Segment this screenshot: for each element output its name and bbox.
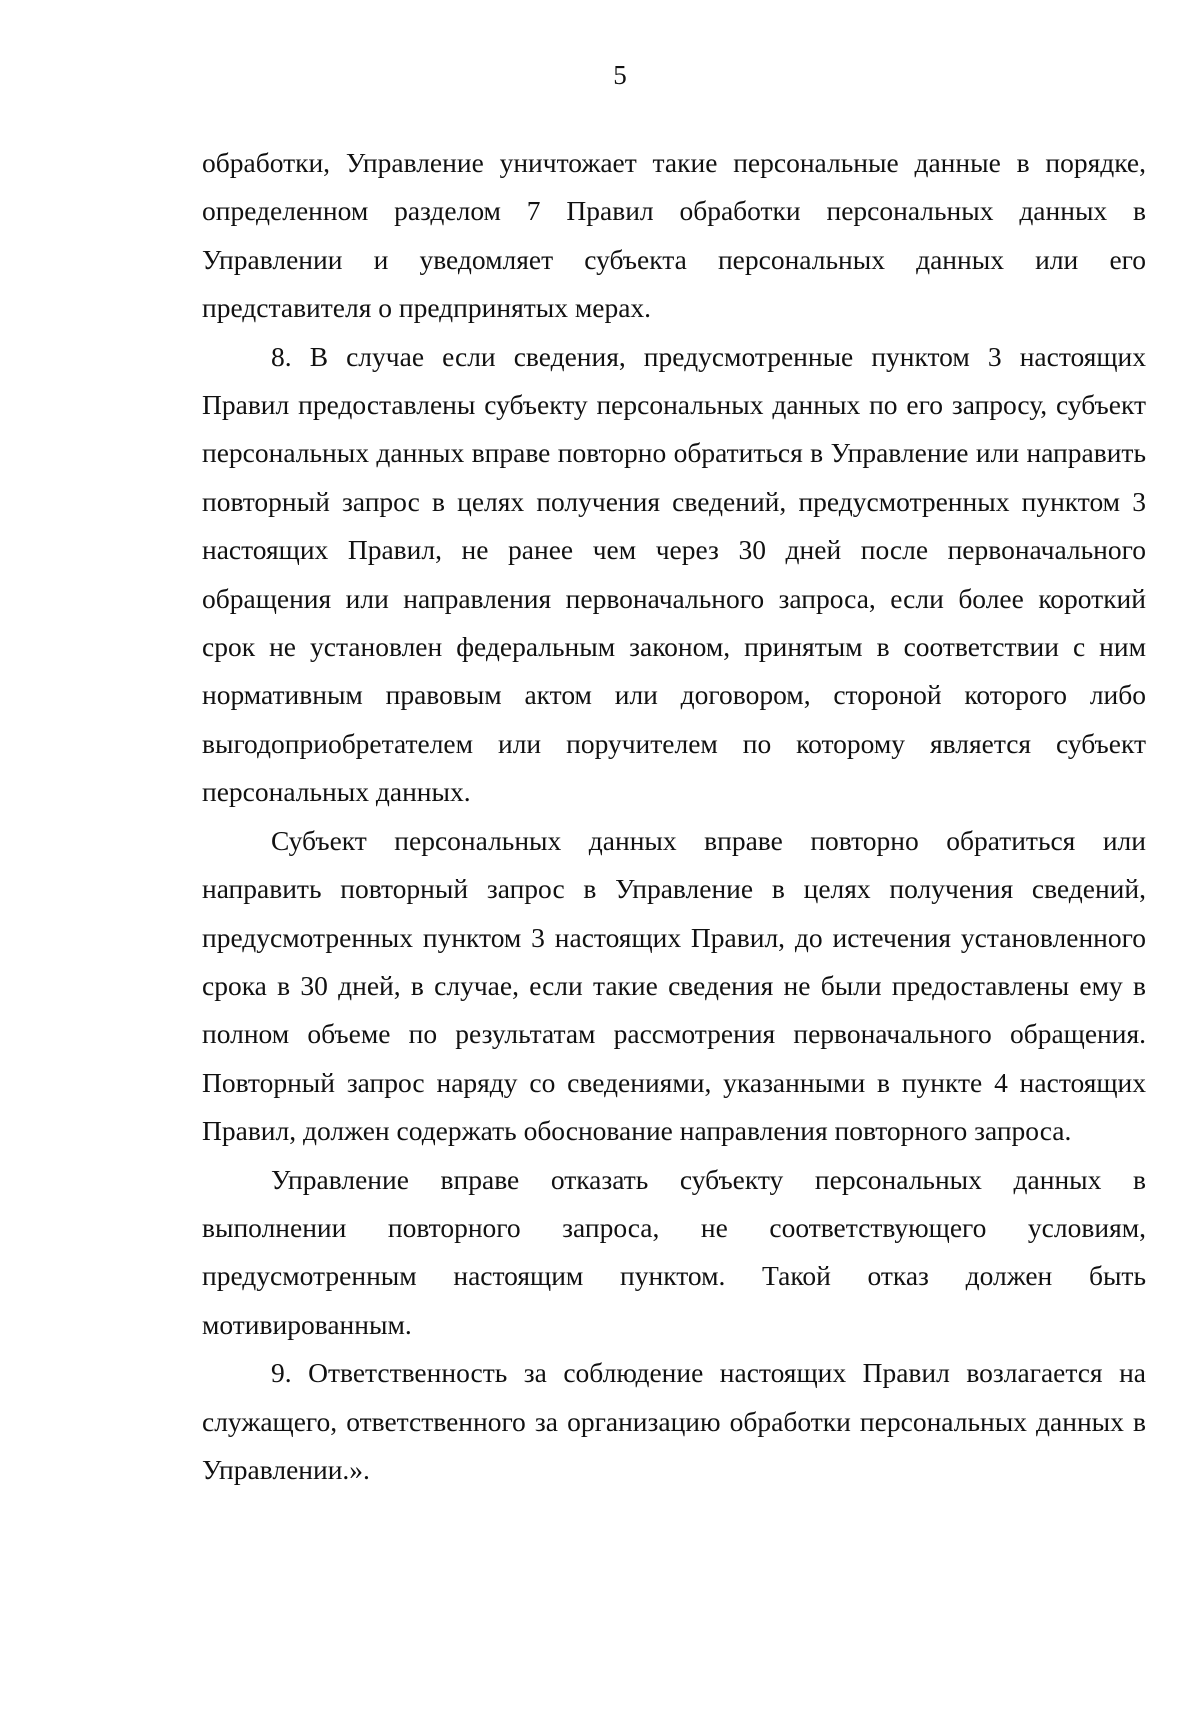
page-number: 5: [613, 60, 627, 90]
paragraph-continuation: обработки, Управление уничтожает такие персональные данные в порядке, определенном разделом 7 Правил обработки персональных данных в Управлении и уведомляет субъекта персональных данных или его представителя о предпринятых мерах.: [202, 147, 1146, 324]
paragraph-repeat-request: Субъект персональных данных вправе повторно обратиться или направить повторный запрос в Управление в целях получения сведений, предусмотренных пунктом 3 настоящих Правил, до истечения установленного срока в 30 дней, в случае, если такие сведения не были предоставлены ему в полном объеме по результатам рассмотрения первоначального обращения. Повторный запрос наряду со сведениями, указанными в пункте 4 настоящих Правил, должен содержать обоснование направления повторного запроса.: [202, 824, 1146, 1147]
paragraph-refusal: Управление вправе отказать субъекту персональных данных в выполнении повторного запроса, не соответствующего условиям, предусмотренным настоящим пунктом. Такой отказ должен быть мотивированным.: [202, 1163, 1146, 1340]
paragraph-item-8: 8. В случае если сведения, предусмотренные пунктом 3 настоящих Правил предоставлены субъекту персональных данных по его запросу, субъект персональных данных вправе повторно обратиться в Управление или направить повторный запрос в целях получения сведений, предусмотренных пунктом 3 настоящих Правил, не ранее чем через 30 дней после первоначального обращения или направления первоначального запроса, если более короткий срок не установлен федеральным законом, принятым в соответствии с ним нормативным правовым актом или договором, стороной которого либо выгодоприобретателем или поручителем по которому является субъект персональных данных.: [202, 340, 1146, 808]
document-body: [202, 139, 1146, 1494]
paragraph-item-9: 9. Ответственность за соблюдение настоящих Правил возлагается на служащего, ответственного за организацию обработки персональных данных в Управлении.».: [202, 1357, 1146, 1485]
